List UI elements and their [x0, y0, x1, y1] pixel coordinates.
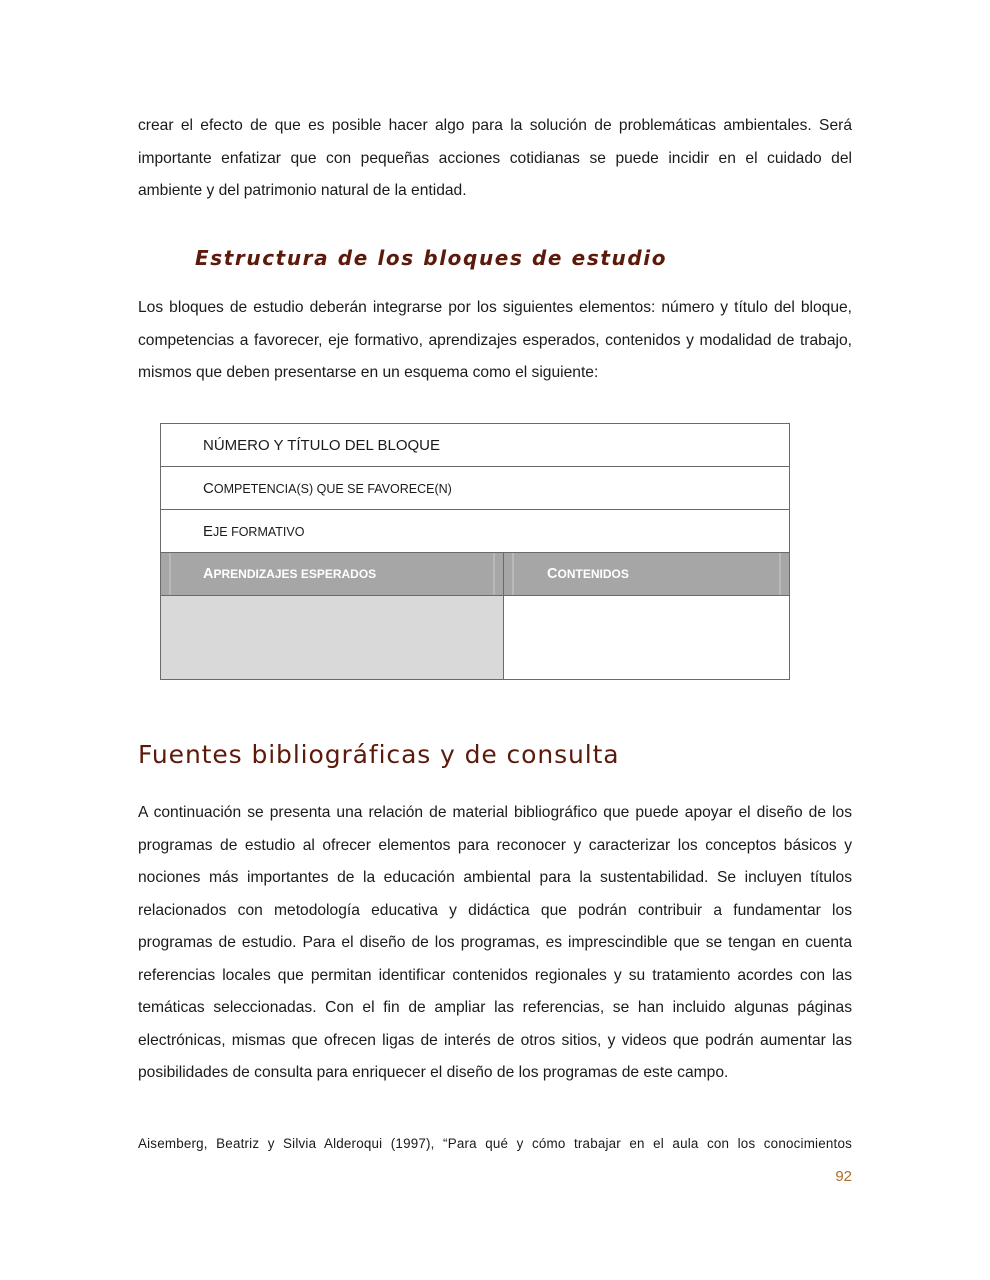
body-cell-expected-learning: [161, 596, 504, 679]
table-row-block-title: [161, 424, 789, 467]
reference-entry: Aisemberg, Beatriz y Silvia Alderoqui (1997), “Para qué y cómo trabajar en el aula con los conocimientos: [138, 1136, 852, 1151]
section-heading-structure: Estructura de los bloques de estudio: [195, 246, 668, 270]
intro-paragraph: crear el efecto de que es posible hacer algo para la solución de problemáticas ambientales. Será importante enfatizar que con pequeñas acciones cotidianas se puede incidir en el cuidado del ambiente y del patrimonio natural de la entidad.: [138, 117, 852, 199]
block-title-label: NÚMERO Y TÍTULO DEL BLOQUE: [203, 436, 441, 454]
table-row-axis: [161, 510, 789, 553]
contents-label: CONTENIDOS: [547, 566, 629, 582]
structure-paragraph: Los bloques de estudio deberán integrarse por los siguientes elementos: número y título del bloque, competencias a favorecer, eje formativo, aprendizajes esperados, contenidos y modalidad de trabajo, mismos que deben presentarse en un esquema como el siguiente:: [138, 299, 852, 381]
page-number: 92: [835, 1168, 852, 1185]
sources-paragraph: A continuación se presenta una relación de material bibliográfico que puede apoyar el diseño de los programas de estudio al ofrecer elementos para reconocer y caracterizar los conceptos básicos y nociones más importantes de la educación ambiental para la sustentabilidad. Se incluyen títulos relacionados con metodología educativa y didáctica que podrán contribuir a fundamentar los programas de estudio. Para el diseño de los programas, es imprescindible que se tengan en cuenta referencias locales que permitan identificar contenidos regionales y su tratamiento acordes con las temáticas seleccionadas. Con el fin de ampliar las referencias, se han incluido algunas páginas electrónicas, mismas que ofrecen ligas de interés de otros sitios, y videos que podrán aumentar las posibilidades de consulta para enriquecer el diseño de los programas de este campo.: [138, 804, 852, 1081]
competencies-label: COMPETENCIA(S) QUE SE FAVORECE(N): [203, 479, 452, 497]
header-cell-expected-learning: [161, 553, 504, 596]
axis-label: EJE FORMATIVO: [203, 522, 305, 540]
table-row-competencies: [161, 467, 789, 510]
section-heading-sources: Fuentes bibliográficas y de consulta: [138, 740, 620, 769]
header-cell-contents: [504, 553, 789, 596]
body-cell-contents: [504, 596, 789, 679]
block-structure-table: [160, 423, 790, 680]
expected-learning-label: APRENDIZAJES ESPERADOS: [203, 566, 377, 582]
